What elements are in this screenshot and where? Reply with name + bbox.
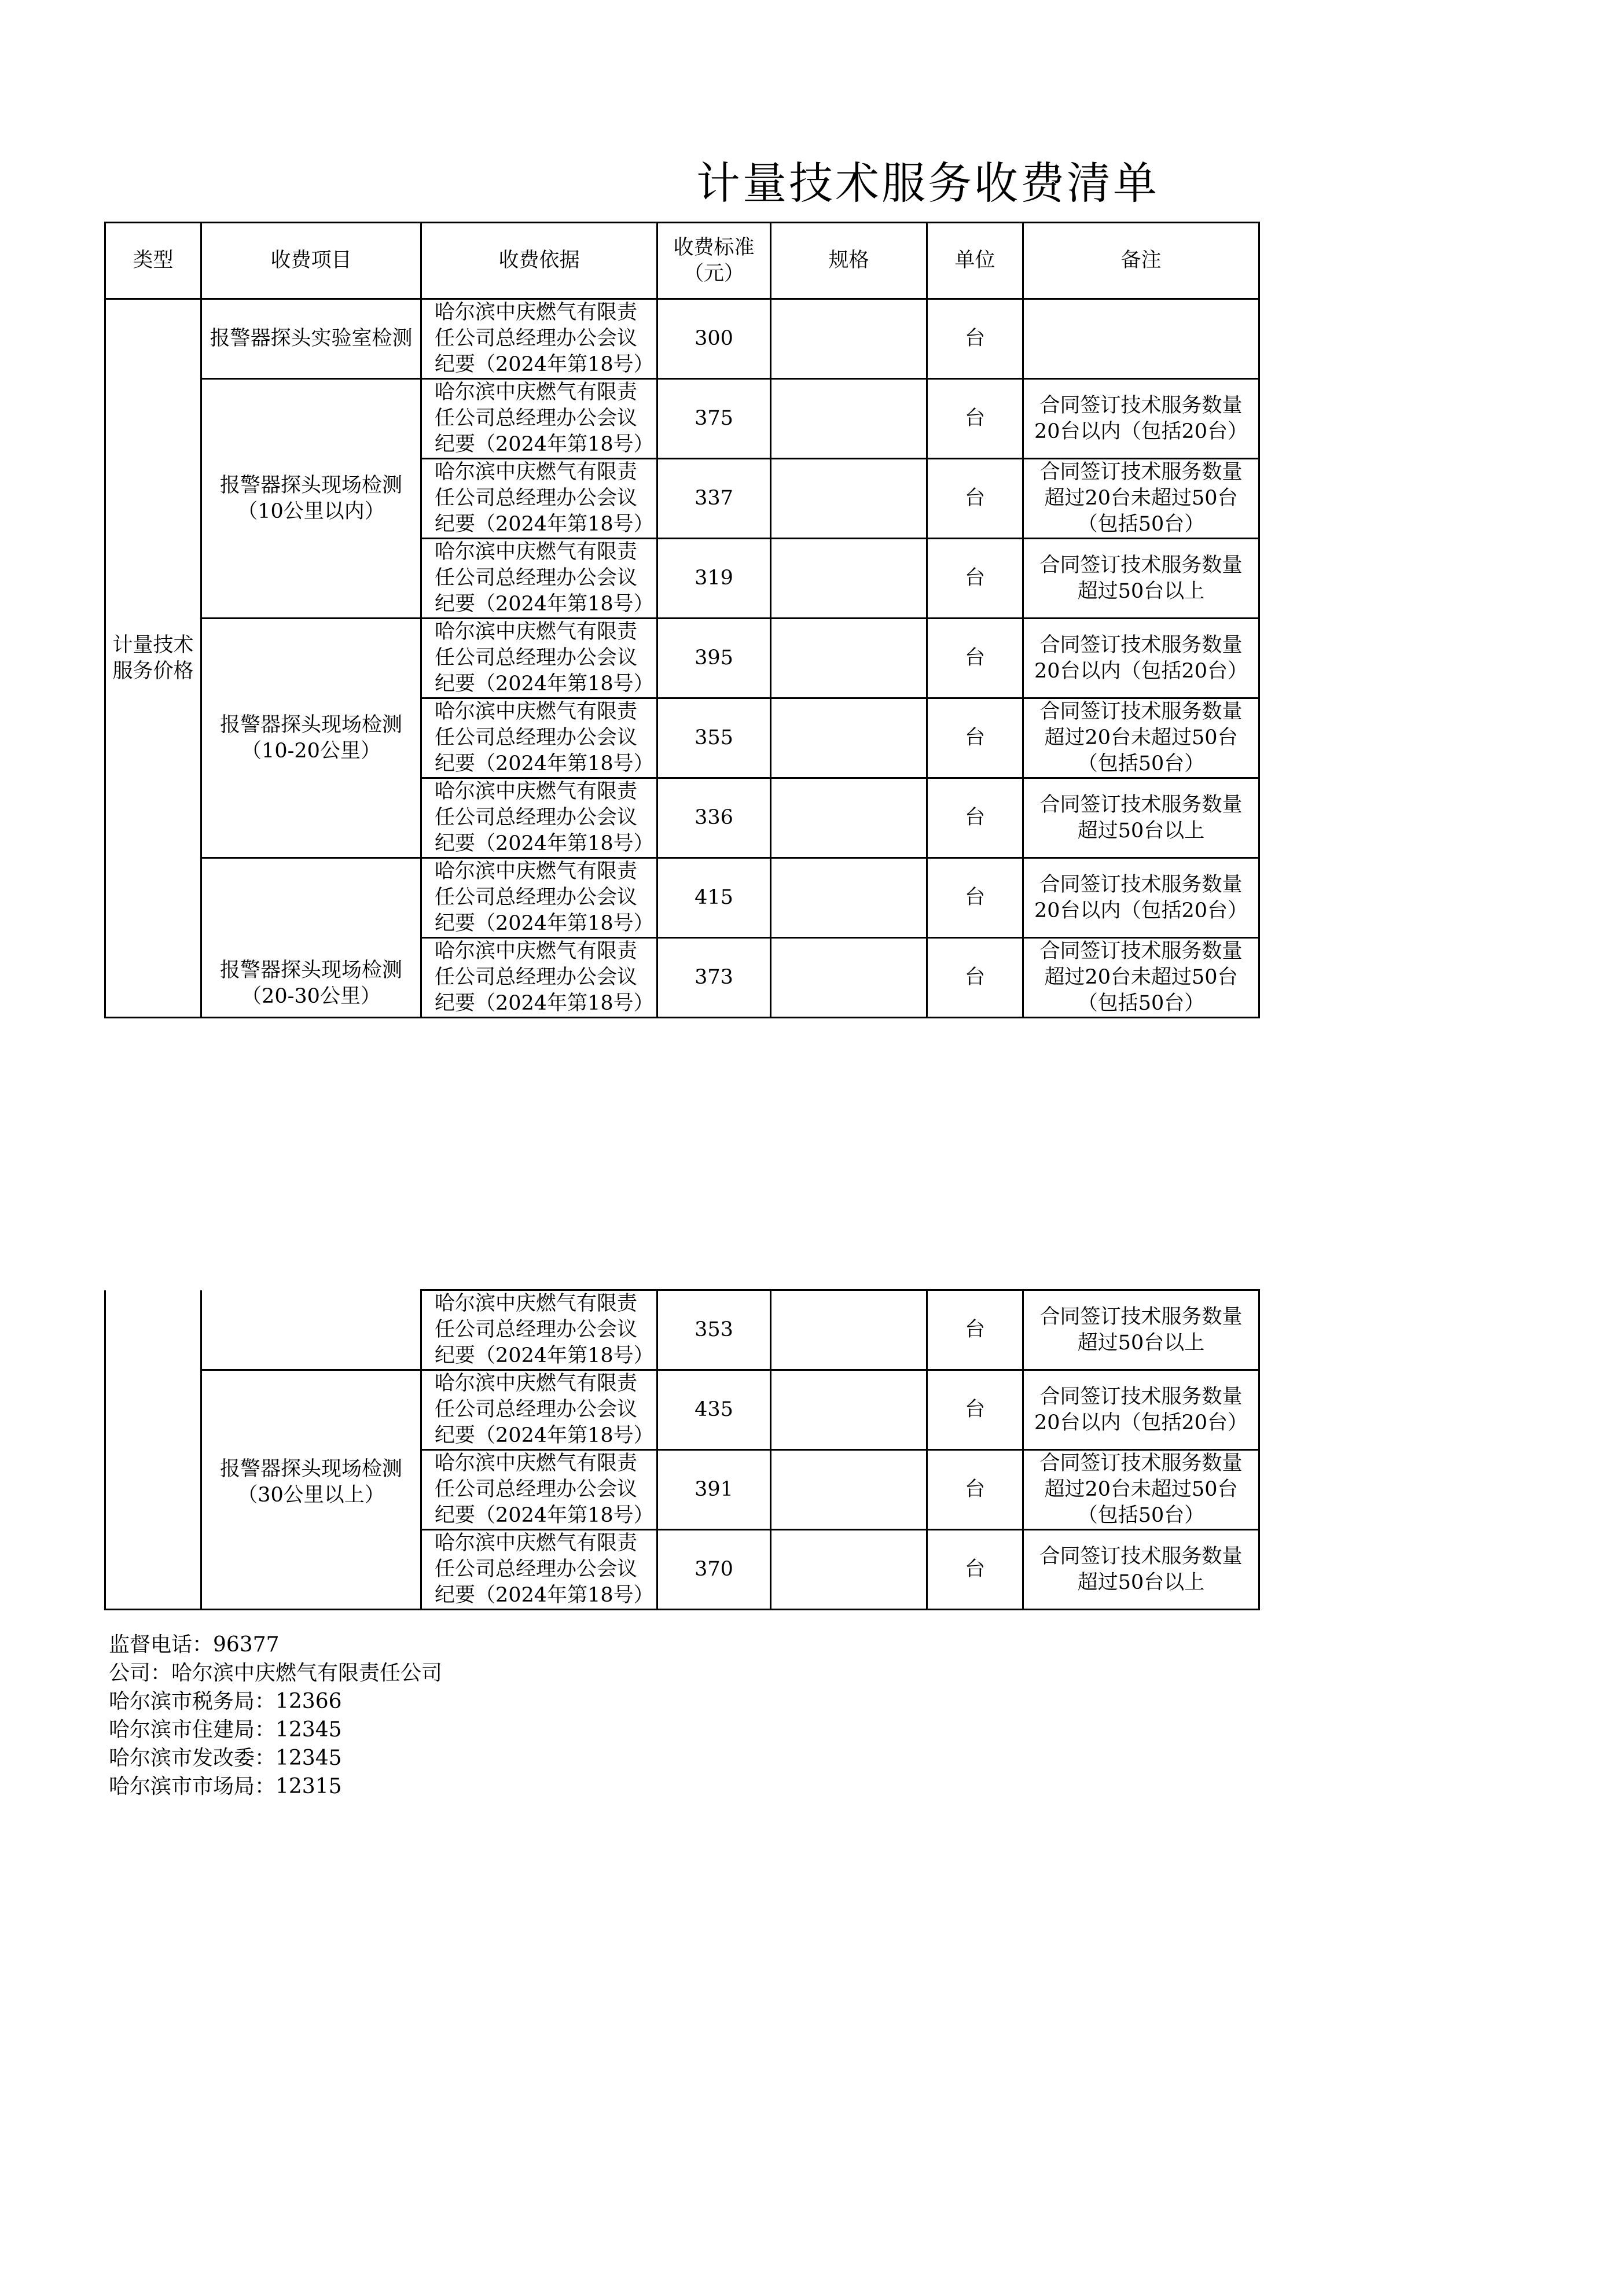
unit-cell: 台 [927, 938, 1023, 1018]
spec-cell [771, 858, 927, 938]
basis-cell: 哈尔滨中庆燃气有限责 任公司总经理办公会议 纪要（2024年第18号） [421, 858, 657, 938]
table-header-row [105, 223, 1259, 299]
remark-cell: 合同签订技术服务数量 超过20台未超过50台 （包括50台） [1023, 938, 1259, 1018]
spec-cell [771, 459, 927, 539]
category-cell-continued [105, 1290, 201, 1610]
spec-cell [771, 698, 927, 778]
price-cell: 395 [657, 619, 771, 698]
spec-cell [771, 539, 927, 619]
development-commission-phone: 哈尔滨市发改委：12345 [109, 1746, 342, 1770]
unit-cell: 台 [927, 778, 1023, 858]
unit-cell: 台 [927, 1290, 1023, 1370]
contact-footer [109, 1631, 442, 1801]
header-item: 收费项目 [201, 223, 421, 299]
item-cell: 报警器探头现场检测 （10-20公里） [201, 619, 421, 858]
market-bureau-phone: 哈尔滨市市场局：12315 [109, 1775, 342, 1798]
item-cell: 报警器探头现场检测 （10公里以内） [201, 379, 421, 619]
remark-cell: 合同签订技术服务数量 超过50台以上 [1023, 1290, 1259, 1370]
price-cell: 337 [657, 459, 771, 539]
price-cell: 319 [657, 539, 771, 619]
table-row [105, 299, 1259, 379]
item-cell: 报警器探头现场检测 （30公里以上） [201, 1370, 421, 1610]
remark-cell: 合同签订技术服务数量 超过50台以上 [1023, 778, 1259, 858]
remark-cell: 合同签订技术服务数量 20台以内（包括20台） [1023, 619, 1259, 698]
table-row [105, 619, 1259, 698]
item-cell-continued [201, 1290, 421, 1370]
remark-cell: 合同签订技术服务数量 超过50台以上 [1023, 539, 1259, 619]
remark-cell: 合同签订技术服务数量 超过50台以上 [1023, 1530, 1259, 1610]
basis-cell: 哈尔滨中庆燃气有限责 任公司总经理办公会议 纪要（2024年第18号） [421, 459, 657, 539]
tax-bureau-phone: 哈尔滨市税务局：12366 [109, 1690, 342, 1713]
basis-cell: 哈尔滨中庆燃气有限责 任公司总经理办公会议 纪要（2024年第18号） [421, 299, 657, 379]
spec-cell [771, 1290, 927, 1370]
remark-cell: 合同签订技术服务数量 超过20台未超过50台 （包括50台） [1023, 459, 1259, 539]
spec-cell [771, 778, 927, 858]
remark-cell: 合同签订技术服务数量 20台以内（包括20台） [1023, 379, 1259, 459]
remark-cell: 合同签订技术服务数量 20台以内（包括20台） [1023, 858, 1259, 938]
item-cell: 报警器探头实验室检测 [201, 299, 421, 379]
basis-cell: 哈尔滨中庆燃气有限责 任公司总经理办公会议 纪要（2024年第18号） [421, 1530, 657, 1610]
supervision-phone: 监督电话：96377 [109, 1633, 280, 1657]
basis-cell: 哈尔滨中庆燃气有限责 任公司总经理办公会议 纪要（2024年第18号） [421, 379, 657, 459]
price-cell: 355 [657, 698, 771, 778]
company-name: 公司：哈尔滨中庆燃气有限责任公司 [109, 1661, 443, 1685]
fee-table-continued [104, 1289, 1260, 1610]
category-cell: 计量技术 服务价格 [105, 299, 201, 1018]
price-cell: 373 [657, 938, 771, 1018]
basis-cell: 哈尔滨中庆燃气有限责 任公司总经理办公会议 纪要（2024年第18号） [421, 619, 657, 698]
item-cell: 报警器探头现场检测 （20-30公里） [201, 858, 421, 1018]
unit-cell: 台 [927, 1530, 1023, 1610]
price-cell: 435 [657, 1370, 771, 1450]
basis-cell: 哈尔滨中庆燃气有限责 任公司总经理办公会议 纪要（2024年第18号） [421, 778, 657, 858]
price-cell: 375 [657, 379, 771, 459]
price-cell: 300 [657, 299, 771, 379]
remark-cell: 合同签订技术服务数量 超过20台未超过50台 （包括50台） [1023, 1450, 1259, 1530]
price-cell: 353 [657, 1290, 771, 1370]
remark-cell [1023, 299, 1259, 379]
spec-cell [771, 1530, 927, 1610]
spec-cell [771, 619, 927, 698]
remark-cell: 合同签订技术服务数量 超过20台未超过50台 （包括50台） [1023, 698, 1259, 778]
spec-cell [771, 1370, 927, 1450]
remark-cell: 合同签订技术服务数量 20台以内（包括20台） [1023, 1370, 1259, 1450]
unit-cell: 台 [927, 379, 1023, 459]
page-title: 计量技术服务收费清单 [696, 157, 1159, 209]
unit-cell: 台 [927, 619, 1023, 698]
basis-cell: 哈尔滨中庆燃气有限责 任公司总经理办公会议 纪要（2024年第18号） [421, 1370, 657, 1450]
price-cell: 391 [657, 1450, 771, 1530]
unit-cell: 台 [927, 858, 1023, 938]
unit-cell: 台 [927, 1450, 1023, 1530]
header-standard: 收费标准 （元） [657, 223, 771, 299]
price-cell: 370 [657, 1530, 771, 1610]
housing-bureau-phone: 哈尔滨市住建局：12345 [109, 1718, 342, 1742]
table-row [105, 858, 1259, 938]
price-cell: 415 [657, 858, 771, 938]
basis-cell: 哈尔滨中庆燃气有限责 任公司总经理办公会议 纪要（2024年第18号） [421, 1450, 657, 1530]
basis-cell: 哈尔滨中庆燃气有限责 任公司总经理办公会议 纪要（2024年第18号） [421, 1290, 657, 1370]
unit-cell: 台 [927, 539, 1023, 619]
header-type: 类型 [105, 223, 201, 299]
fee-table [104, 222, 1260, 1018]
unit-cell: 台 [927, 459, 1023, 539]
header-remark: 备注 [1023, 223, 1259, 299]
table-row [105, 379, 1259, 459]
basis-cell: 哈尔滨中庆燃气有限责 任公司总经理办公会议 纪要（2024年第18号） [421, 938, 657, 1018]
spec-cell [771, 938, 927, 1018]
unit-cell: 台 [927, 1370, 1023, 1450]
header-spec: 规格 [771, 223, 927, 299]
price-cell: 336 [657, 778, 771, 858]
unit-cell: 台 [927, 299, 1023, 379]
unit-cell: 台 [927, 698, 1023, 778]
table-row [105, 1290, 1259, 1370]
header-unit: 单位 [927, 223, 1023, 299]
table-row [105, 1370, 1259, 1450]
header-basis: 收费依据 [421, 223, 657, 299]
spec-cell [771, 1450, 927, 1530]
spec-cell [771, 299, 927, 379]
spec-cell [771, 379, 927, 459]
basis-cell: 哈尔滨中庆燃气有限责 任公司总经理办公会议 纪要（2024年第18号） [421, 539, 657, 619]
basis-cell: 哈尔滨中庆燃气有限责 任公司总经理办公会议 纪要（2024年第18号） [421, 698, 657, 778]
